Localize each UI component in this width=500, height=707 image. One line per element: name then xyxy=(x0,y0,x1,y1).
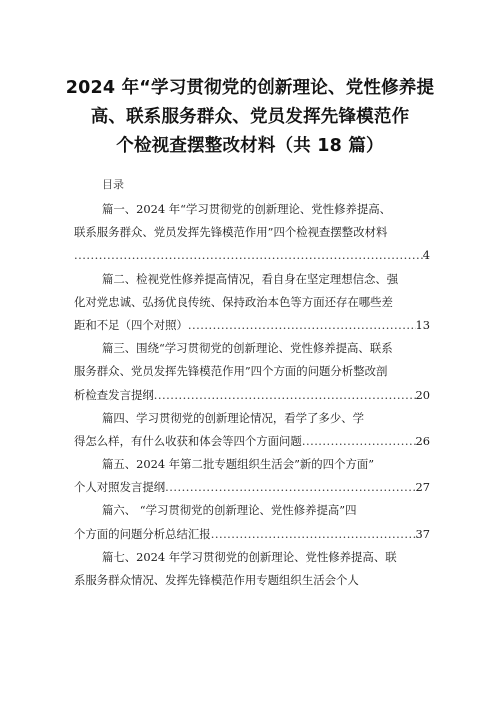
toc-entry-1-page: 4 xyxy=(422,248,430,263)
toc-entry-1-line-1: 篇一、2024 年“学习贯彻党的创新理论、党性修养提高、 xyxy=(102,202,392,216)
toc-entry-3-line-3: 析检查发言提纲 xyxy=(74,387,154,402)
toc-entry-4-page: 26 xyxy=(415,433,430,448)
toc-entry-3-leader[interactable] xyxy=(74,384,430,407)
toc-entry-6-line-2: 个方面的问题分析总结汇报 xyxy=(74,526,211,541)
toc-entry-5-line-2: 个人对照发言提纲 xyxy=(74,480,166,495)
toc-entry-2-line-1: 篇二、检视党性修养提高情况，看自身在坚定理想信念、强 xyxy=(102,271,399,286)
toc-entry-1-line-2: 联系服务群众、党员发挥先锋模范作用”四个检视查摆整改材料 xyxy=(74,225,388,240)
title-line-1: 2024 年“学习贯彻党的创新理论、党性修养提 xyxy=(65,78,435,98)
table-of-contents xyxy=(74,198,430,592)
toc-entry-4-line-1: 篇四、学习贯彻党的创新理论情况，看学了多少、学 xyxy=(102,410,364,425)
toc-entry-6-leader[interactable] xyxy=(74,523,430,546)
toc-entry-5-page: 27 xyxy=(415,480,430,495)
dot-leader xyxy=(188,314,416,337)
dot-leader xyxy=(154,384,416,407)
toc-entry-3-line-2: 服务群众、党员发挥先锋模范作用”四个方面的问题分析整改剖 xyxy=(74,364,388,379)
toc-entry-3-line-1: 篇三、围绕“学习贯彻党的创新理论、党性修养提高、联系 xyxy=(102,341,393,356)
toc-entry-3-page: 20 xyxy=(415,387,430,402)
toc-entry-4-leader[interactable] xyxy=(74,430,430,453)
dot-leader xyxy=(74,244,423,267)
dot-leader xyxy=(302,430,416,453)
title-line-2: 高、联系服务群众、党员发挥先锋模范作 xyxy=(90,107,410,127)
toc-entry-1-leader[interactable] xyxy=(74,244,430,267)
toc-entry-6-line-1: 篇六、 “学习贯彻党的创新理论、党性修养提高”四 xyxy=(102,503,357,518)
toc-entry-7-line-1: 篇七、2024 年学习贯彻党的创新理论、党性修养提高、联 xyxy=(102,549,397,564)
dot-leader xyxy=(211,523,416,546)
toc-heading: 目录 xyxy=(102,178,124,191)
toc-entry-5-leader[interactable] xyxy=(74,476,430,499)
toc-entry-2-page: 13 xyxy=(415,317,430,332)
toc-entry-5-line-1: 篇五、2024 年第二批专题组织生活会”新的四个方面” xyxy=(102,457,375,472)
document-title xyxy=(40,74,460,161)
toc-entry-7-line-2: 系服务群众情况、发挥先锋模范作用专题组织生活会个人 xyxy=(74,573,359,587)
dot-leader xyxy=(165,476,415,499)
toc-entry-2-line-2: 化对党忠诚、弘扬优良传统、保持政治本色等方面还存在哪些差 xyxy=(74,294,393,309)
toc-entry-2-leader[interactable] xyxy=(74,314,430,337)
toc-entry-4-line-2: 得怎么样，有什么收获和体会等四个方面问题 xyxy=(74,433,302,448)
toc-entry-6-page: 37 xyxy=(415,526,430,541)
toc-entry-2-line-3: 距和不足（四个对照） xyxy=(74,317,188,332)
title-line-3: 个检视查摆整改材料（共 18 篇） xyxy=(116,136,384,156)
